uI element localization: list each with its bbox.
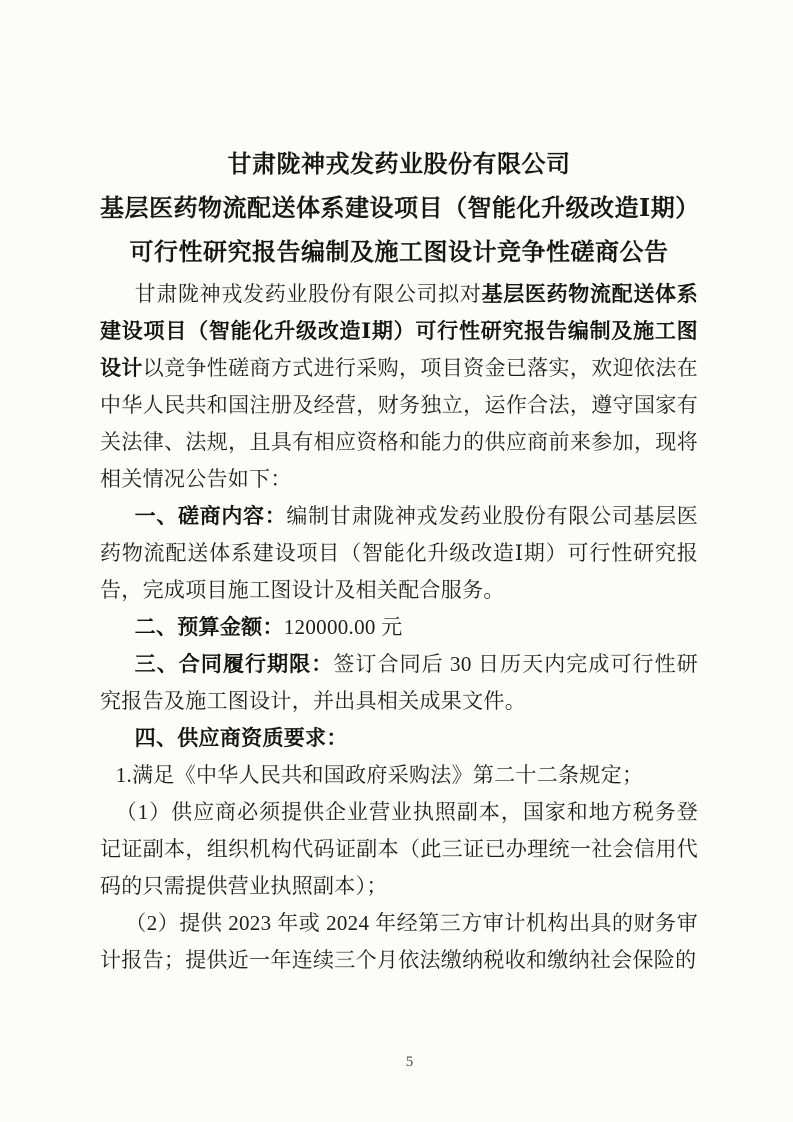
item-requirement-1-1-text: （1）供应商必须提供企业营业执照副本，国家和地方税务登记证副本，组织机构代码证副本（此三证已办理统一社会信用代码的只需提供营业执照副本）； [100, 800, 698, 898]
item-requirement-1-2 [100, 905, 698, 979]
section-budget-amount-value: 120000.00 元 [283, 615, 403, 639]
section-budget-amount-heading: 二、预算金额： [134, 615, 284, 639]
item-requirement-1-text: 1.满足《中华人民共和国政府采购法》第二十二条规定； [115, 763, 644, 787]
intro-text-run: 甘肃陇神戎发药业股份有限公司拟对 [134, 282, 482, 306]
section-consultation-content-heading: 一、磋商内容： [134, 504, 287, 528]
section-supplier-qualifications [100, 720, 698, 757]
document-body [100, 276, 698, 979]
document-title-line-3: 可行性研究报告编制及施工图设计竞争性磋商公告 [129, 240, 669, 266]
item-requirement-1 [100, 757, 698, 794]
section-consultation-content-text: 编制甘肃陇神戎发药业股份有限公司基层医药物流配送体系建设项目（智能化升级改造Ⅰ期）可行性研究报告，完成项目施工图设计及相关配合服务。 [100, 504, 698, 602]
item-requirement-1-2-text: （2）提供 2023 年或 2024 年经第三方审计机构出具的财务审计报告；提供近一年连续三个月依法缴纳税收和缴纳社会保险的 [100, 911, 698, 972]
intro-tail-run: 以竞争性磋商方式进行采购，项目资金已落实，欢迎依法在中华人民共和国注册及经营，财务独立，运作合法，遵守国家有关法律、法规，且具有相应资格和能力的供应商前来参加，现将相关情况公告如下： [100, 356, 698, 491]
section-consultation-content [100, 498, 698, 609]
project-name-run: 基层医药物流配送体系建设项目（智能化升级改造Ⅰ期）可行性研究报告编制及施工图设计 [100, 282, 698, 380]
document-title-line-2: 基层医药物流配送体系建设项目（智能化升级改造Ⅰ期） [100, 196, 700, 222]
document-title [100, 143, 698, 275]
section-contract-period-text: 签订合同后 30 日历天内完成可行性研究报告及施工图设计，并出具相关成果文件。 [100, 652, 698, 713]
section-contract-period-heading: 三、合同履行期限： [134, 652, 334, 676]
document-title-line-1: 甘肃陇神戎发药业股份有限公司 [227, 152, 571, 178]
paragraph-intro [100, 276, 698, 498]
page-number: 5 [405, 1054, 414, 1070]
item-requirement-1-1 [100, 794, 698, 905]
section-supplier-qualifications-heading: 四、供应商资质要求： [134, 726, 348, 750]
section-budget-amount [100, 609, 698, 646]
section-contract-period [100, 646, 698, 720]
